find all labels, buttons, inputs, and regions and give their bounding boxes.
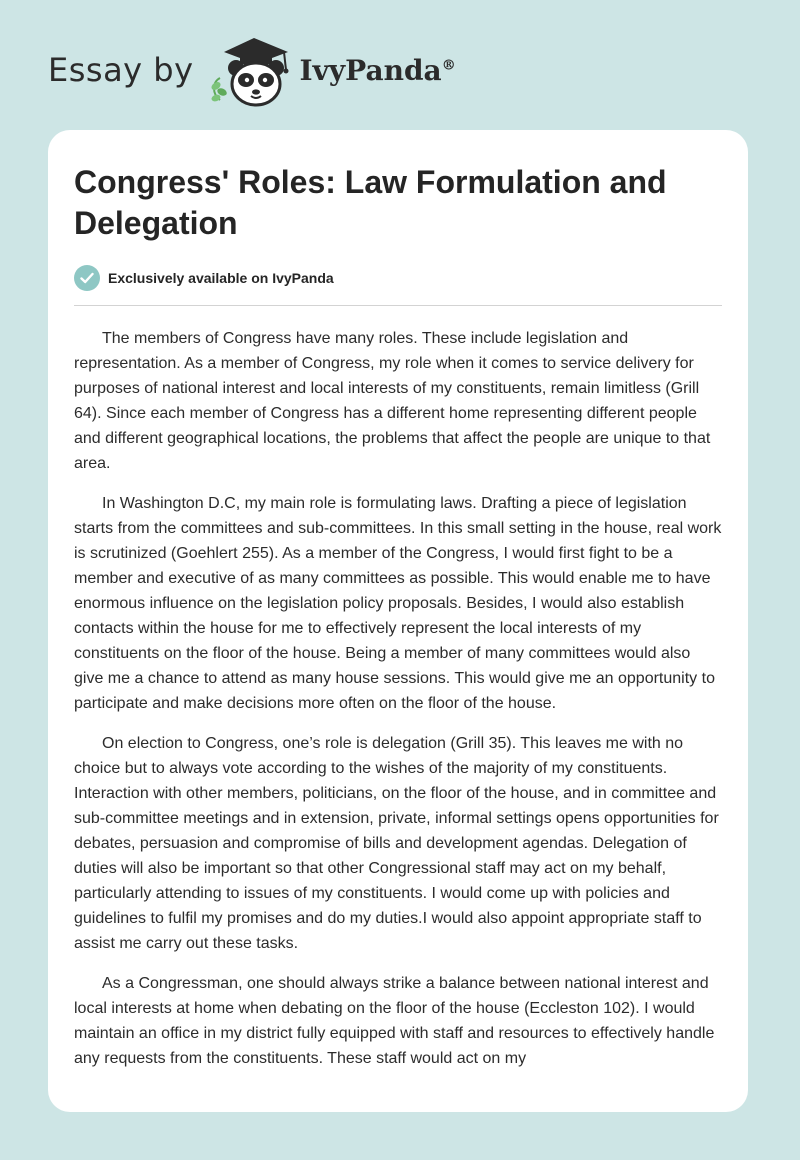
site-header [48, 30, 456, 110]
trademark-symbol: ® [441, 57, 456, 74]
divider [74, 305, 722, 306]
paragraph-4: As a Congressman, one should always strike a balance between national interest and local interests at home when debating on the floor of the house (Eccleston 102). I would maintain an office in my district fully equipped with staff and resources to effectively handle any requests from the constituents. These staff would act on my [74, 975, 715, 1067]
essay-card [48, 130, 748, 1112]
essay-body [74, 326, 722, 1071]
panda-logo-icon[interactable] [206, 30, 296, 110]
paragraph-3: On election to Congress, one’s role is delegation (Grill 35). This leaves me with no choice but to always vote according to the wishes of the majority of my constituents. Interaction with other members, politicians, on the floor of the house, and in committee and sub-committee meetings and in extension, private, informal settings opens opportunities for debates, persuasion and compromise of bills and development agendas. Delegation of duties will also be important so that other Congressional staff may act on my behalf, particularly attending to issues of my constituents. I would come up with policies and guidelines to fulfil my promises and do my duties.I would also appoint appropriate staff to assist me carry out these tasks. [74, 735, 719, 952]
check-icon [74, 265, 100, 291]
paragraph-1: The members of Congress have many roles. These include legislation and representation. As a member of Congress, my role when it comes to service delivery for purposes of national interest and local interests of my constituents, remain limitless (Grill 64). Since each member of Congress has a different home representing different people and different geographical locations, the problems that affect the people are unique to that area. [74, 330, 711, 472]
page-title: Congress' Roles: Law Formulation and Delegation [74, 164, 667, 241]
exclusive-badge-text: Exclusively available on IvyPanda [108, 270, 334, 286]
essay-by-label: Essay by [48, 51, 194, 89]
paragraph-2: In Washington D.C, my main role is formulating laws. Drafting a piece of legislation starts from the committees and sub-committees. In this small setting in the house, real work is scrutinized (Goehlert 255). As a member of the Congress, I would first fight to be a member and executive of as many committees as possible. This would enable me to have enormous influence on the legislation policy proposals. Besides, I would also establish contacts within the house for me to effectively represent the local interests of my constituents on the floor of the house. Being a member of many committees would also give me a chance to attend as many house sessions. This would give me an opportunity to participate and make decisions more often on the floor of the house. [74, 495, 722, 712]
brand-name[interactable]: IvyPanda® [299, 53, 456, 87]
exclusive-badge [74, 264, 722, 292]
